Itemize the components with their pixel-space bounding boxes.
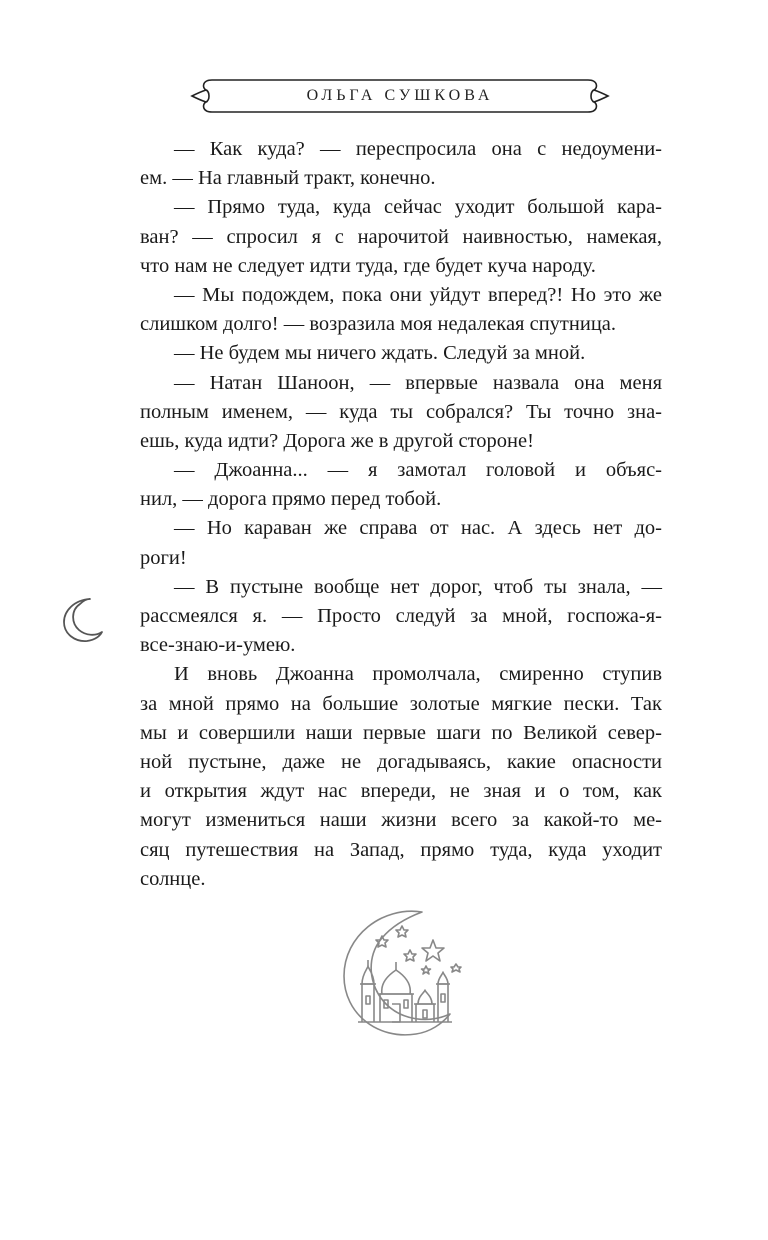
- text-line: что нам не следует идти туда, где будет куча народу.: [140, 254, 596, 277]
- author-name: ОЛЬГА СУШКОВА: [306, 87, 494, 104]
- text-line: солнце.: [140, 867, 206, 890]
- text-line: — Натан Шаноон, — впервые назвала она меня: [174, 371, 662, 394]
- crescent-moon-icon: [60, 596, 106, 644]
- text-line: роги!: [140, 546, 187, 569]
- running-header: [190, 74, 610, 118]
- text-line: ной пустыне, даже не догадываясь, какие опасности: [140, 750, 662, 773]
- text-line: И вновь Джоанна промолчала, смиренно ступив: [174, 663, 662, 686]
- text-line: — Не будем мы ничего ждать. Следуй за мной.: [174, 342, 586, 365]
- text-line: нил, — дорога прямо перед тобой.: [140, 488, 442, 511]
- text-line: — Прямо туда, куда сейчас уходит большой кара-: [174, 196, 662, 219]
- text-line: ешь, куда идти? Дорога же в другой стороне!: [140, 429, 534, 452]
- text-line: все-знаю-и-умею.: [140, 634, 296, 657]
- text-line: — В пустыне вообще нет дорог, чтоб ты знала, —: [174, 575, 662, 598]
- text-line: рассмеялся я. — Просто следуй за мной, госпожа-я-: [140, 605, 662, 627]
- text-line: — Как куда? — переспросила она с недоумени-: [174, 138, 662, 160]
- text-line: — Джоанна... — я замотал головой и объяс-: [174, 459, 662, 482]
- text-line: слишком долго! — возразила моя недалекая спутница.: [140, 313, 617, 336]
- text-line: мы и совершили наши первые шаги по Великой север-: [140, 721, 662, 744]
- text-line: — Но караван же справа от нас. А здесь нет до-: [174, 517, 662, 540]
- page-body-text: [140, 135, 662, 894]
- text-line: сяц путешествия на Запад, прямо туда, куда уходит: [140, 838, 662, 861]
- text-line: ван? — спросил я с нарочитой наивностью, намекая,: [140, 225, 662, 248]
- text-line: могут измениться наши жизни всего за какой-то ме-: [140, 809, 662, 832]
- text-line: — Мы подождем, пока они уйдут вперед?! Но это же: [174, 283, 662, 306]
- text-line: и открытия ждут нас впереди, не зная и о том, как: [140, 780, 662, 803]
- text-line: ем. — На главный тракт, конечно.: [140, 167, 436, 190]
- text-line: за мной прямо на большие золотые мягкие пески. Так: [140, 692, 662, 715]
- moon-city-stars-emblem: [330, 904, 470, 1044]
- text-line: полным именем, — куда ты собрался? Ты точно зна-: [140, 400, 662, 423]
